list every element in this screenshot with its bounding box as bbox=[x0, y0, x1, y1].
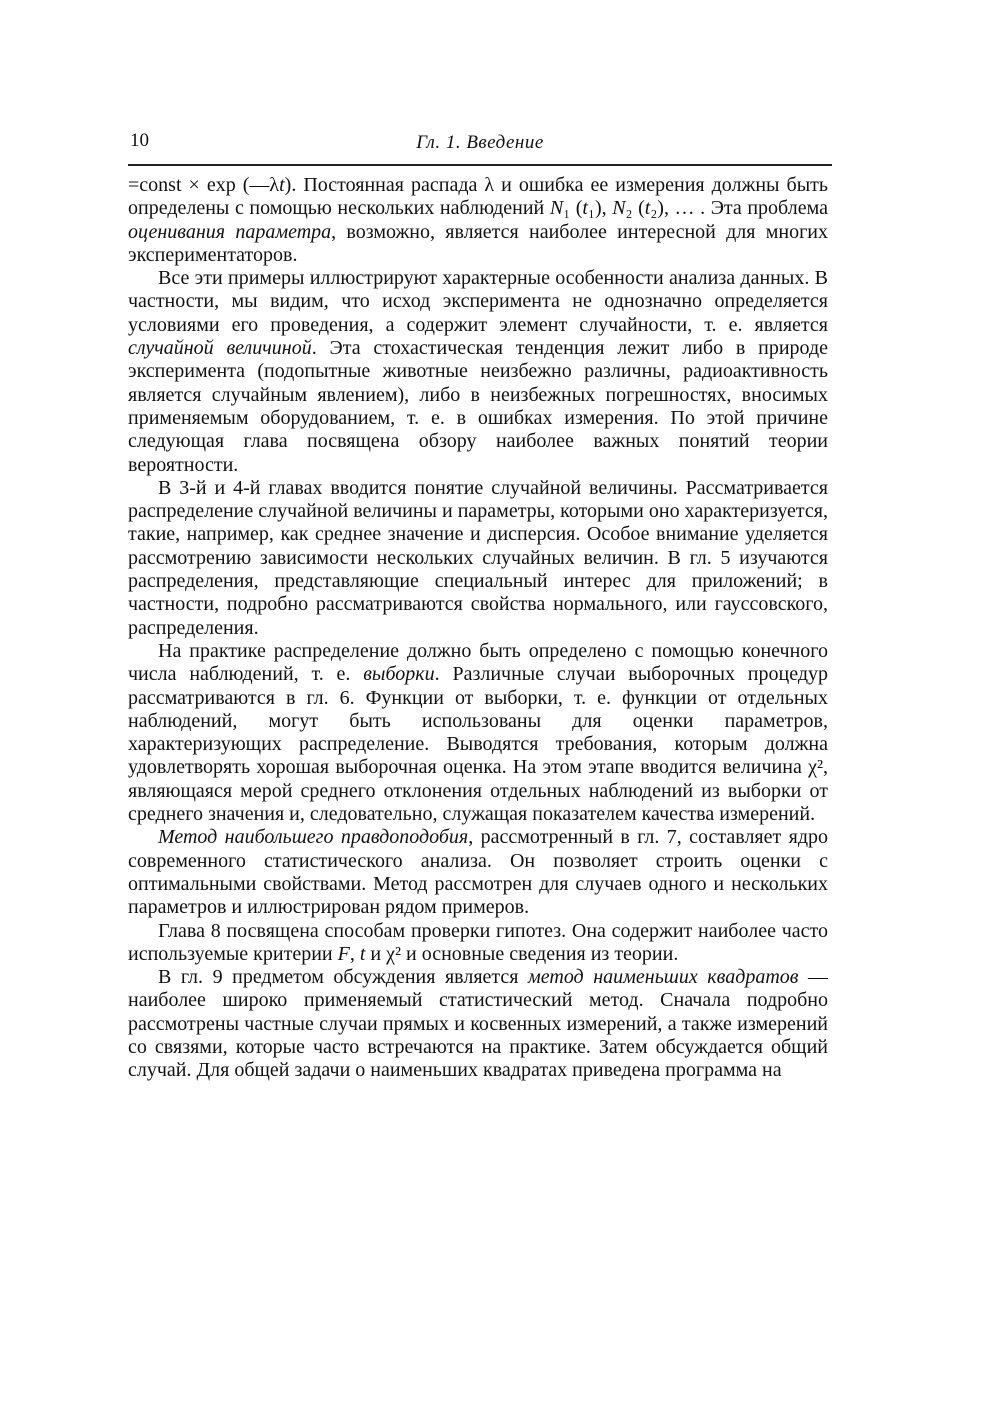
paragraph bbox=[128, 640, 828, 826]
emphasized-text: метод наименьших квадратов bbox=[528, 966, 799, 989]
paragraph bbox=[128, 477, 828, 640]
emphasized-text: t bbox=[279, 174, 285, 196]
text-run: . Эта стохастическая тенденция лежит либо в природе эксперимента (подопытные животные неизбежно различны, радиоактивность является случайным явлением), либо в неизбежных погрешностях, вносимых применяемым оборудованием, т. е. в ошибках измерения. По этой причине следующая глава посвящена обзору наиболее важных понятий теории вероятности. bbox=[128, 337, 829, 476]
paragraph bbox=[128, 267, 828, 477]
text-run: Глава 8 посвящена способам проверки гипотез. Она содержит наиболее часто используемые критерии bbox=[128, 919, 828, 965]
paragraph bbox=[128, 826, 828, 919]
text-run: и χ² и основные сведения из теории. bbox=[365, 942, 679, 965]
page-header bbox=[128, 128, 832, 158]
emphasized-text: t bbox=[644, 197, 651, 220]
emphasized-text: оценивания параметра bbox=[128, 220, 332, 243]
text-run: , возможно, является наиболее интересной для многих экспериментаторов. bbox=[128, 220, 828, 266]
paragraph bbox=[128, 966, 828, 1082]
text-run: — наиболее широко применяемый статистический метод. Сначала подробно рассмотрены частные случаи прямых и косвенных измерений, а также измерений со связями, которые часто встречаются на практике. Затем обсуждается общий случай. Для общей задачи о наименьших квадратах приведена программа на bbox=[128, 966, 828, 1082]
paragraph bbox=[128, 174, 828, 267]
text-run: В 3-й и 4-й главах вводится понятие случайной величины. Рассматривается распределение случайной величины и параметры, которыми оно характеризуется, такие, например, как среднее значение и дисперсия. Особое внимание уделяется рассмотрению зависимости нескольких случайных величин. В гл. 5 изучаются распределения, представляющие специальный интерес для приложений; в частности, подробно рассматриваются свойства нормального, или гауссовского, распределения. bbox=[128, 476, 828, 639]
emphasized-text: случайной величиной bbox=[128, 337, 312, 360]
emphasized-text: N bbox=[549, 197, 564, 220]
text-run: . Различные случаи выборочных процедур рассматриваются в гл. 6. Функции от выборки, т. е. функции от отдельных наблюдений, могут быть использованы для оценки параметров, характеризующих распределение. Выводятся требования, которым должна удовлетворять хорошая выборочная оценка. На этом этапе вводится величина χ², являющаяся мерой среднего отклонения отдельных наблюдений из выборки от среднего значения и, следовательно, служащая показателем качества измерений. bbox=[128, 663, 829, 826]
page-number: 10 bbox=[130, 130, 149, 151]
paragraph bbox=[128, 920, 828, 967]
body-text bbox=[128, 174, 828, 1083]
emphasized-text: N bbox=[612, 197, 626, 220]
emphasized-text: выборки bbox=[363, 663, 435, 686]
running-head: Гл. 1. Введение bbox=[416, 132, 544, 153]
text-run: ₂), … . Эта проблема bbox=[650, 197, 828, 220]
text-run: , рассмотренный в гл. 7, составляет ядро современного статистического анализа. Он позволяет строить оценки с оптимальными свойствами. Метод рассмотрен для случаев одного и нескольких параметров и иллюстрирован рядом примеров. bbox=[128, 826, 829, 919]
text-run: ₁ ( bbox=[563, 197, 583, 220]
emphasized-text: Метод наибольшего правдоподобия bbox=[158, 826, 469, 849]
text-run: =const × exp (—λ bbox=[128, 174, 280, 196]
emphasized-text: t bbox=[582, 197, 588, 220]
emphasized-text: F bbox=[337, 942, 350, 965]
text-run: В гл. 9 предметом обсуждения является bbox=[158, 966, 528, 989]
text-run: Все эти примеры иллюстрируют характерные особенности анализа данных. В частности, мы видим, что исход эксперимента не однозначно определяется условиями его проведения, а содержит элемент случайности, т. е. является bbox=[128, 267, 828, 336]
emphasized-text: t bbox=[359, 942, 366, 965]
text-run: ). Постоянная распада λ и ошибка ее измерения должны быть определены с помощью нескольких наблюдений bbox=[128, 174, 828, 220]
text-run: ₁), bbox=[587, 197, 613, 220]
header-rule bbox=[128, 164, 832, 166]
text-run: , bbox=[349, 942, 360, 965]
text-run: ₂ ( bbox=[625, 197, 645, 220]
text-run: На практике распределение должно быть определено с помощью конечного числа наблюдений, т. е. bbox=[128, 639, 828, 686]
